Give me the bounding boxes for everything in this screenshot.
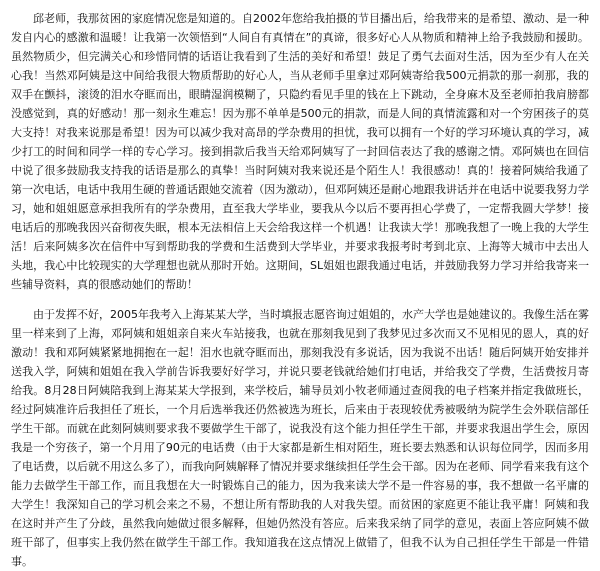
paragraph-2: 由于发挥不好，2005年我考入上海某某大学，当时填报志愿咨询过姐姐的，水产大学也是她建议的。我像生活在雾里一样来到了上海，邓阿姨和姐姐亲自来火车站接我，也就在那刻我见到了我梦见过多次而又不见相见的恩人，真的好激动！我和邓阿姨紧紧地拥抱在一起！泪水也就夺眶而出，那刻我没有多说话，因为我说不出话！随后阿姨开始安排并送我入学，阿姨和姐姐在我入学前告诉我要好好学习，并说只要老钱就给她们打电话，并给我交了学费，生活费按月寄给我。8月28日阿姨陪我到上海某某大学报到，来学校后，辅导员刘小牧老师通过查阅我的电子档案并指定我做班长，经过阿姨准许后我担任了班长，一个月后选举我还仍然被选为班长，后来由于表现较优秀被吸纳为院学生会外联信部任学生干部。而就在此刻阿姨则要求我不要做学生干部了，说我没有这个能力担任学生干部，并要求我退出学生会，原因我是一个穷孩子，第一个月用了90元的电话费（由于大家都是新生相对陌生，班长要去熟悉和认识每位同学，因而多用了电话费，以后就不用这么多了），而我向阿姨解释了情况并要求继续担任学生会干部。因为在老师、同学看来我有这个能力去做学生干部工作，而且我想在大一时锻炼自己的能力，因为我来读大学不是一件容易的事，我不想做一名平庸的大学生！我深知自己的学习机会来之不易，不想让所有帮助我的人对我失望。而贫困的家庭更不能让我平庸！阿姨和我在这时并产生了分歧，虽然我向她做过很多解释，但她仍然没有答应。后来我采纳了同学的意见，表面上答应阿姨不做班干部了，但事实上我仍然在做学生干部工作。我知道我在这点情况上做错了，但我不认为自己担任学生干部是一件错事。 (11, 308, 589, 568)
paragraph-1: 邱老师，我那贫困的家庭情况您是知道的。自2002年您给我拍摄的节目播出后，给我带来的是希望、激动、是一种发自内心的感激和温暖！让我第一次领悟到“人间自有真情在”的真谛，很多好心人从物质和精神上给予我鼓励和援助。虽然物质少，但完满关心和珍惜同情的话语让我看到了生活的美好和希望！鼓足了勇气去面对生活，因为至少有人在关心我！当然邓阿姨是这中间给我很大物质帮助的好心人，当从老师手里拿过邓阿姨寄给我500元捐款的那一刹那，我的双手在颤抖，滚烫的泪水夺眶而出，眼睛湿润模糊了，只隐约看见手里的钱在上下跳动，全身麻木及至老师拍我肩膀都没感觉到，真的好感动！那一刻永生难忘！因为那不单单是500元的捐款，而是人间的真情流露和对一个穷困孩子的莫大支持！对我来说那是希望！因为可以减少我对高昂的学杂费用的担忧，我可以拥有一个好的学习环境认真的学习，减少打工的时间和同学一样的专心学习。接到捐款后我当天给邓阿姨写了一封回信表达了我的感谢之情。邓阿姨也在回信中说了很多鼓励我支持我的话语是那么的真挚！当时阿姨对我来说还是个陌生人！我很感动！真的！接着阿姨给我通了第一次电话，电话中我用生硬的普通话跟她交流着（因为激动），但邓阿姨还是耐心地跟我讲话并在电话中说要我努力学习，她和姐姐愿意承担我所有的学杂费用，直至我大学毕业，要我从今以后不要再担心学费了，一定帮我圆大学梦！接电话后的那晚我因兴奋彻夜失眠，根本无法相信上天会给我这样一个机遇！让我读大学！那晚我想了一晚上我的大学生活！后来阿姨多次在信件中写到帮助我的学费和生活费到大学毕业，并要求我报考时考到北京、上海等大城市中去出人头地，我心中比较现实的大学理想也就从那时开始。这期间，SL姐姐也跟我通过电话，并鼓励我努力学习并给我寄来一些辅导资料，真的很感动她们的帮助！ (11, 12, 589, 291)
